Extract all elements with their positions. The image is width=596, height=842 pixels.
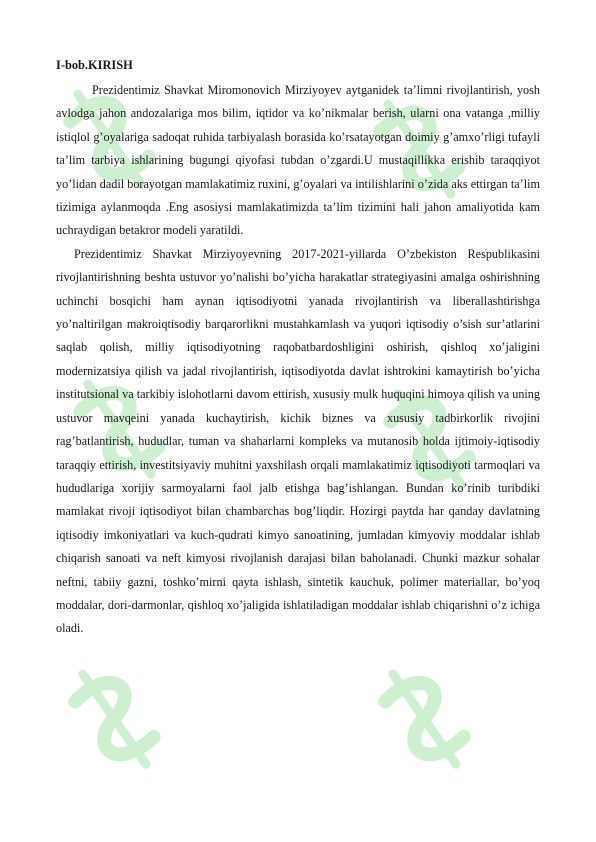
watermark-mark-bottom-left	[64, 660, 165, 777]
document-body	[56, 56, 540, 641]
chapter-heading: I-bob.KIRISH	[56, 58, 133, 72]
dollar-icon	[74, 674, 156, 764]
paragraph-2: Prezidentimiz Shavkat Mirziyoyevning 2017-2021-yillarda O’zbekiston Respublikasini rivojlantirishning beshta ustuvor yo’nalishi bo’yicha harakatlar strategiyasini amalga oshirishning uchinchi bosqichi ham aynan iqtisodiyotni yanada rivojlantirish va liberallashtirishga yo’naltirilgan makroiqtisodiy barqarorlikni mustahkamlash va yuqori iqtisodiy o’sish sur’atlarini saqlab qolish, milliy iqtisodiyotning raqobatbardoshligini oshirish, qishloq xo’jaligini modernizatsiya qilish va jadal rivojlantirish, iqtisodiyotda davlat ishtrokini kamaytirish bo’yicha institutsional va tarkibiy islohotlarni davom ettirish, xususiy mulk huquqini himoya qilish va uning ustuvor mavqeini yanada kuchaytirish, kichik biznes va xususiy tadbirkorlik rivojini rag’batlantirish, hududlar, tuman va shaharlarni kompleks va mutanosib holda ijtimoiy-iqtisodiy taraqqiy ettirish, investitsiyaviy muhitni yaxshilash orqali mamlakatimiz iqtisodiyoti tarmoqlari va hududlariga xorijiy sarmoyalarni faol jalb etishga bag’ishlangan. Bundan ko’rinib turibdiki mamlakat rivoji iqtisodiyot bilan chambarchas bog’liqdir. Hozirgi paytda har qanday davlatning iqtisodiy imkoniyatlari va kuch-qudrati kimyo sanoatining, jumladan kimyoviy moddalar ishlab chiqarish sanoati va neft kimyosi rivojlanish darajasi bilan baholanadi. Chunki mazkur sohalar neftni, tabiiy gazni, toshko’mirni qayta ishlash, sintetik kauchuk, polimer materiallar, bo’yoq moddalar, dori-darmonlar, qishloq xo’jaligida ishlatiladigan moddalar ishlab chiqarishni o’z ichiga oladi.	[56, 246, 540, 636]
watermark-mark-bottom-right	[374, 660, 475, 777]
dollar-icon	[384, 674, 466, 764]
paragraph-1: Prezidentimiz Shavkat Miromonovich Mirziyoyev aytganidek ta’limni rivojlantirish, yosh avlodga jahon andozalariga mos bilim, iqtidor va ko’nikmalar berish, ularni ona vatanga ,milliy istiqlol g’oyalariga sadoqat ruhida tarbiyalash borasida ko’rsatayotgan doimiy g’amxo’rligi tufayli ta’lim tarbiya ishlarining bugungi qiyofasi tubdan o’zgardi.U mustaqillikka erishib taraqqiyot yo’lidan dadil borayotgan mamlakatimiz ruxini, g’oyalari va intilishlarini o’zida aks ettirgan ta’lim tizimiga aylanmoqda .Eng asosiysi mamlakatimizda ta’lim tizimini hali jahon amaliyotida kam uchraydigan betakror modeli yaratildi.	[56, 83, 540, 238]
